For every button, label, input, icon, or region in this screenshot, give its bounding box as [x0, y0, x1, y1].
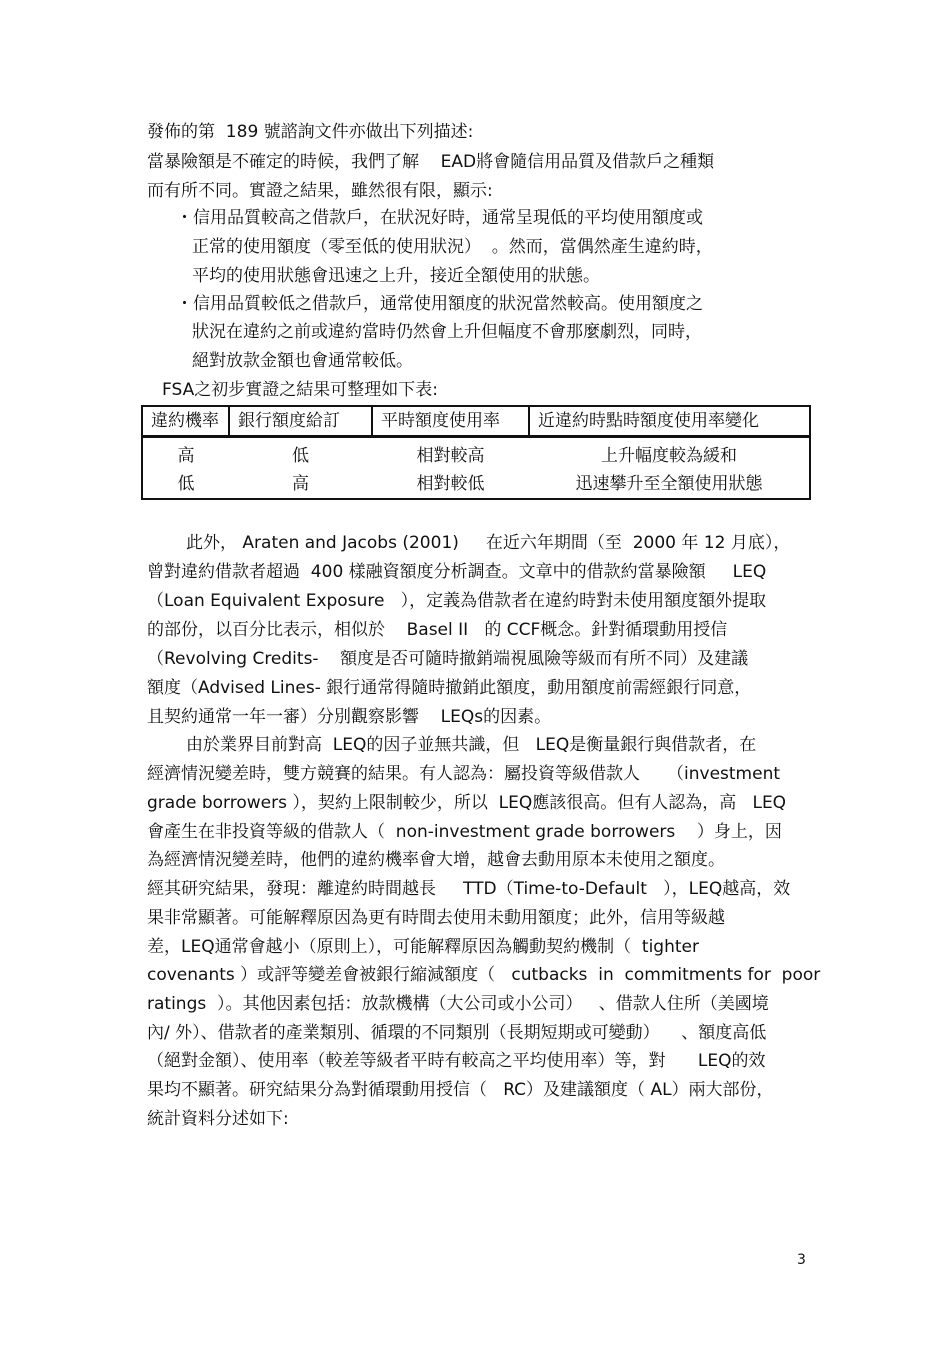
body-line: 額度（Advised Lines- 銀行通常得隨時撤銷此額度，動用額度前需經銀行同意， — [147, 678, 752, 698]
table-header-row — [142, 406, 810, 437]
body-line: 的部份，以百分比表示，相似於 Basel II 的 CCF概念。針對循環動用授信 — [147, 620, 728, 640]
body-line: 為經濟情況變差時，他們的違約機率會大增，越會去動用原本未使用之額度。 — [147, 850, 725, 870]
intro-line: 發佈的第 189 號諮詢文件亦做出下列描述: — [147, 122, 474, 142]
bullet-line: 狀況在違約之前或違約當時仍然會上升但幅度不會那麼劇烈，同時， — [192, 322, 702, 342]
body-line: 經濟情況變差時，雙方競賽的結果。有人認為：屬投資等級借款人 （investment — [147, 764, 781, 784]
table-cell: 低 — [142, 470, 229, 499]
body-line: grade borrowers ），契約上限制較少，所以 LEQ應該很高。但有人認為，高 LEQ — [147, 793, 787, 813]
body-line: 經其研究結果，發現：離違約時間越長 TTD（Time-to-Default ），LEQ越高，效 — [147, 879, 791, 899]
table-header-cell: 違約機率 — [142, 406, 229, 437]
table-row — [142, 470, 810, 499]
body-line: （Loan Equivalent Exposure ），定義為借款者在違約時對未使用額度額外提取 — [147, 591, 767, 611]
body-line: 統計資料分述如下: — [147, 1109, 289, 1129]
page-number: 3 — [797, 1252, 806, 1268]
intro-line: 當暴險額是不確定的時候，我們了解 EAD將會隨信用品質及借款戶之種類 — [147, 152, 715, 172]
table-cell: 高 — [229, 470, 372, 499]
bullet-line: 絕對放款金額也會通常較低。 — [192, 351, 413, 371]
body-line: 此外， Araten and Jacobs (2001) 在近六年期間（至 2000 年 12 月底）， — [186, 533, 791, 553]
bullet-line: ・信用品質較低之借款戶，通常使用額度的狀況當然較高。使用額度之 — [176, 294, 703, 314]
table-caption: FSA之初步實證之結果可整理如下表: — [162, 380, 438, 400]
table-cell: 相對較高 — [372, 437, 529, 471]
table-header-cell: 平時額度使用率 — [372, 406, 529, 437]
table-cell: 上升幅度較為緩和 — [529, 437, 810, 471]
body-line: 曾對違約借款者超過 400 樣融資額度分析調查。文章中的借款約當暴險額 LEQ — [147, 562, 767, 582]
table-cell: 高 — [142, 437, 229, 471]
body-line: 內/ 外）、借款者的產業類別、循環的不同類別（長期短期或可變動） 、額度高低 — [147, 1023, 767, 1043]
table-cell: 相對較低 — [372, 470, 529, 499]
bullet-line: 正常的使用額度（零至低的使用狀況） 。然而，當偶然產生違約時， — [192, 237, 713, 257]
body-line: 會產生在非投資等級的借款人（ non-investment grade borrowers ）身上，因 — [147, 822, 782, 842]
table-cell: 低 — [229, 437, 372, 471]
body-line: covenants ）或評等變差會被銀行縮減額度（ cutbacks in commitments for poor — [147, 965, 821, 985]
body-line: 由於業界目前對高 LEQ的因子並無共識，但 LEQ是衡量銀行與借款者，在 — [186, 735, 757, 755]
table-row — [142, 437, 810, 471]
bullet-line: ・信用品質較高之借款戶，在狀況好時，通常呈現低的平均使用額度或 — [176, 208, 703, 228]
body-line: 果非常顯著。可能解釋原因為更有時間去使用未動用額度；此外，信用等級越 — [147, 908, 725, 928]
table-header-cell: 銀行額度給訂 — [229, 406, 372, 437]
intro-line: 而有所不同。實證之結果，雖然很有限，顯示: — [147, 181, 493, 201]
body-line: 且契約通常一年一審）分別觀察影響 LEQs的因素。 — [147, 707, 552, 727]
bullet-line: 平均的使用狀態會迅速之上升，接近全額使用的狀態。 — [192, 266, 600, 286]
table-cell: 迅速攀升至全額使用狀態 — [529, 470, 810, 499]
body-line: ratings ）。其他因素包括：放款機構（大公司或小公司） 、借款人住所（美國境 — [147, 994, 769, 1014]
body-line: （絕對金額）、使用率（較差等級者平時有較高之平均使用率）等，對 LEQ的效 — [147, 1051, 766, 1071]
fsa-results-table — [141, 405, 811, 500]
body-line: 差，LEQ通常會越小（原則上），可能解釋原因為觸動契約機制（ tighter — [147, 937, 699, 957]
table-header-cell: 近違約時點時額度使用率變化 — [529, 406, 810, 437]
body-line: 果均不顯著。研究結果分為對循環動用授信（ RC）及建議額度（ AL）兩大部份， — [147, 1080, 774, 1100]
body-line: （Revolving Credits- 額度是否可隨時撤銷端視風險等級而有所不同）及建議 — [147, 649, 749, 669]
